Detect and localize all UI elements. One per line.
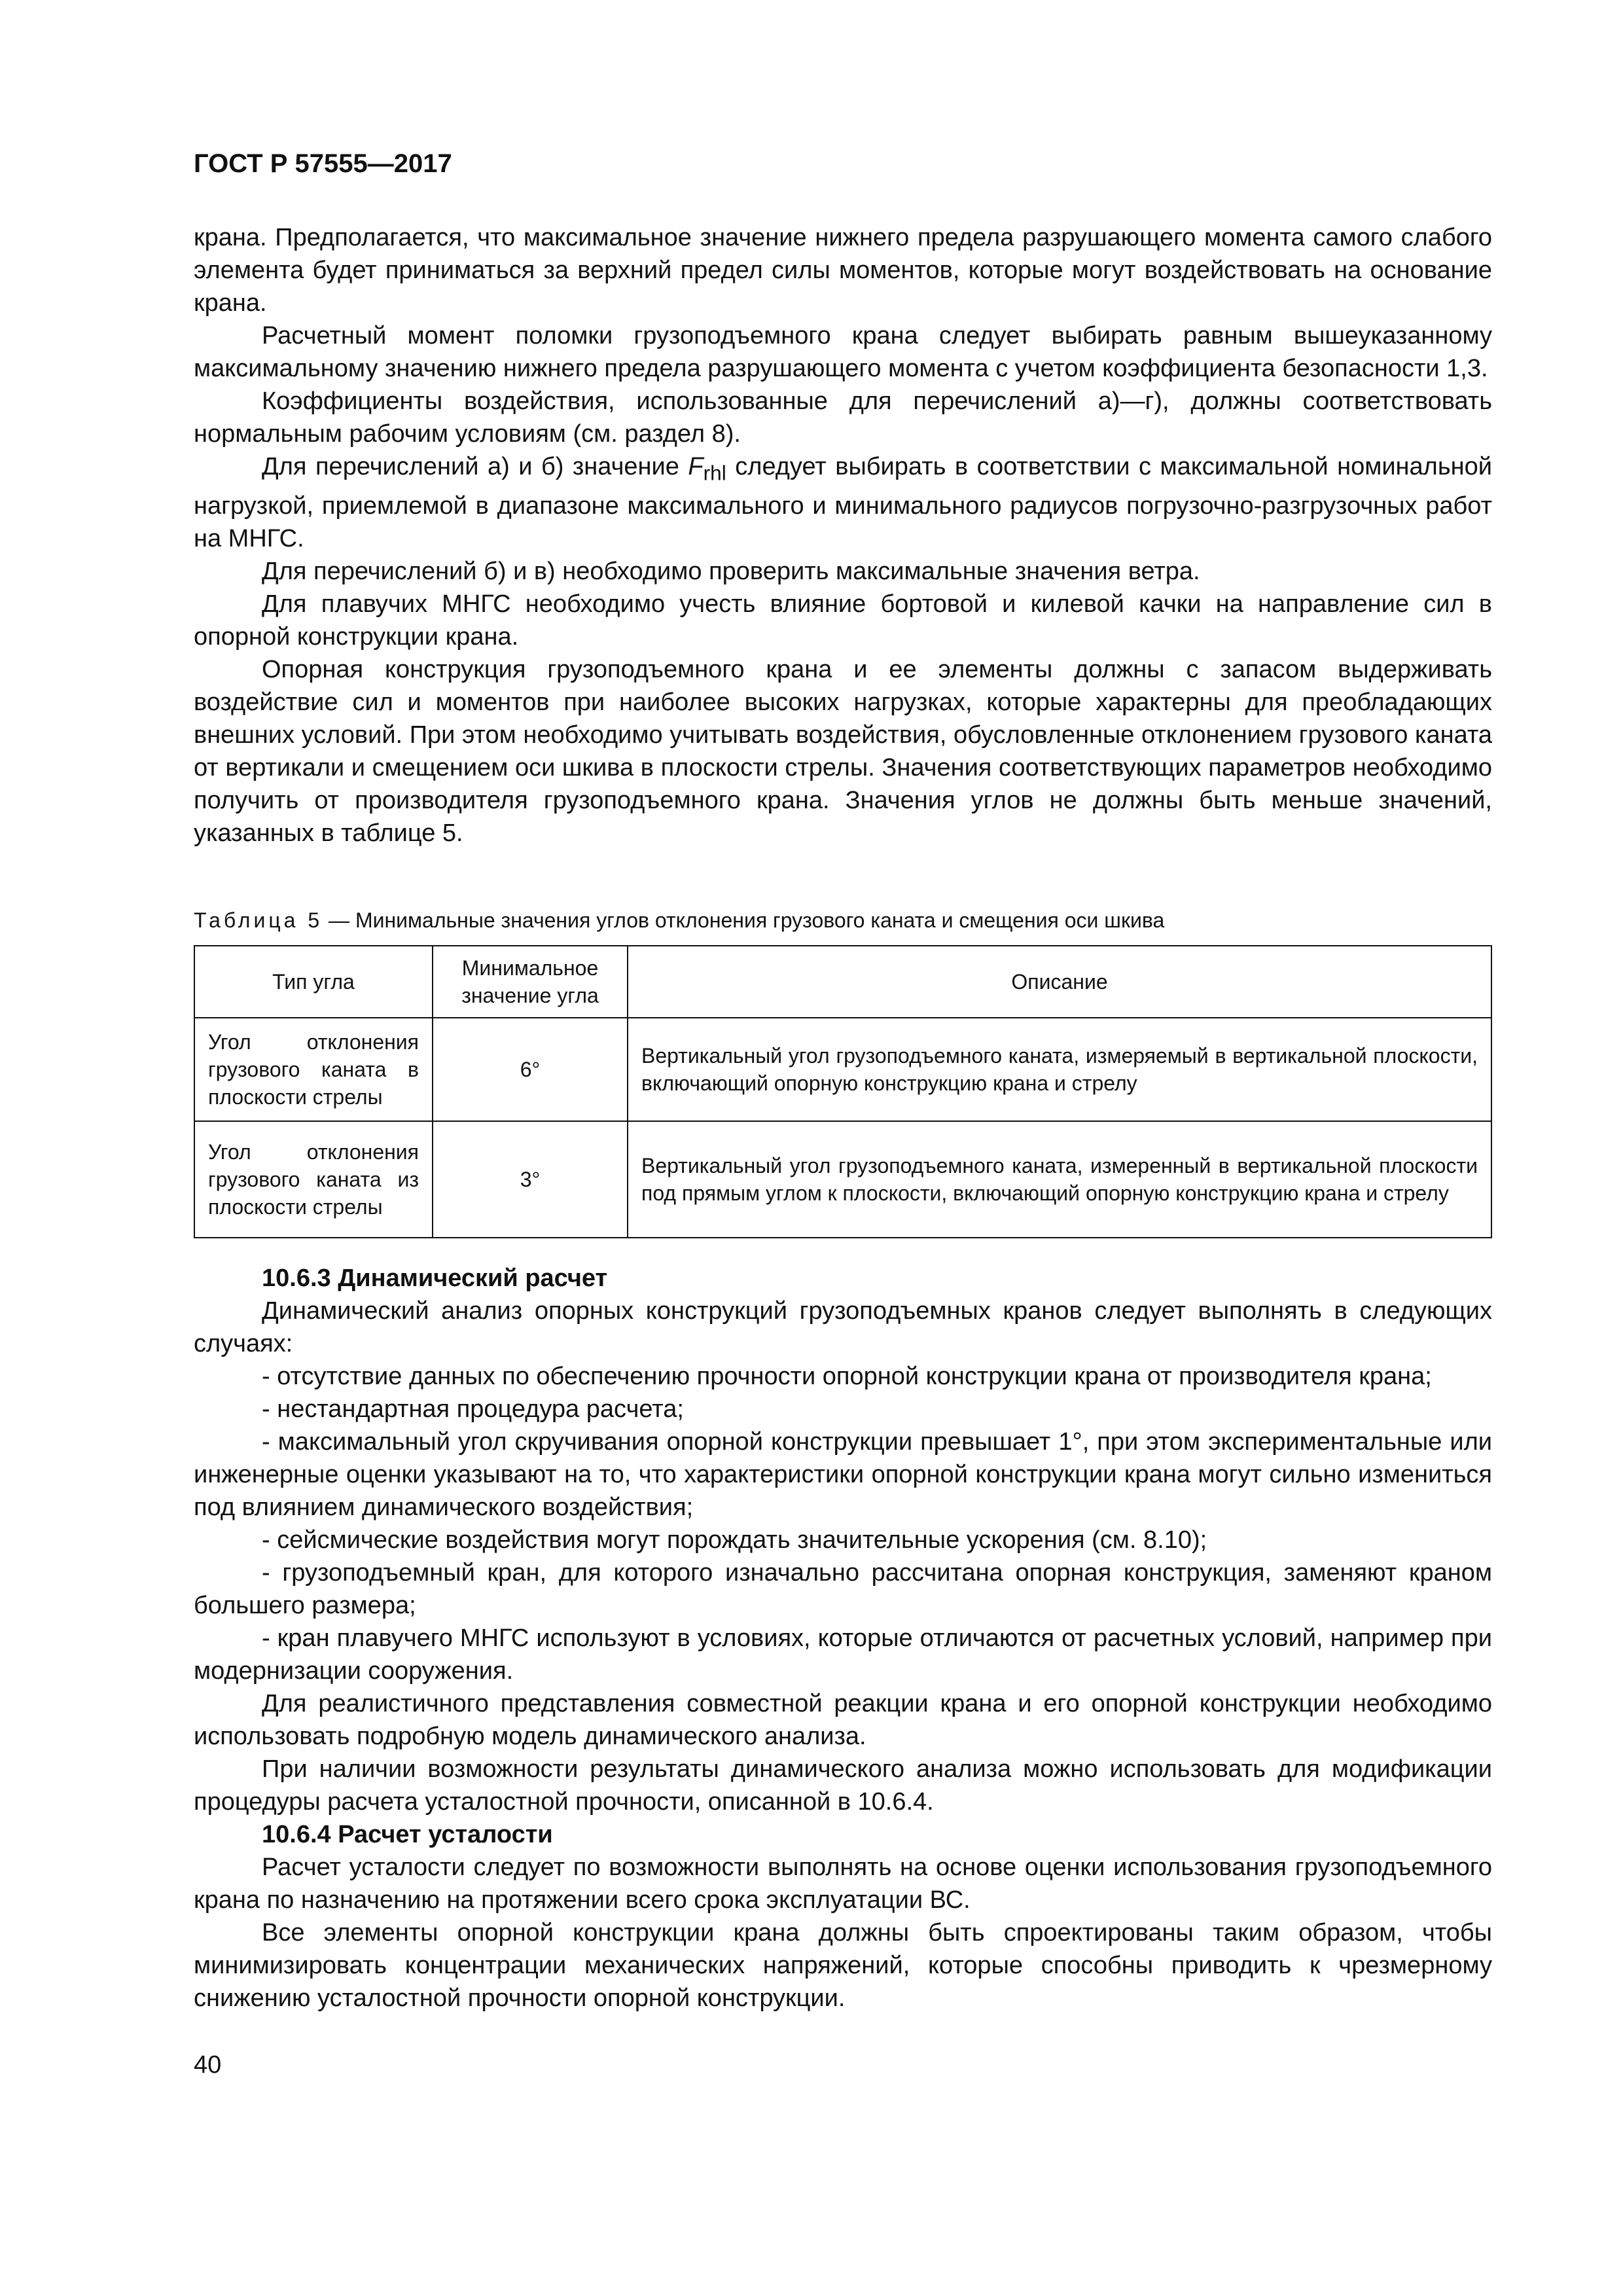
body-text-section-1	[194, 221, 1492, 850]
list-item: - кран плавучего МНГС используют в условиях, которые отличаются от расчетных условий, например при модернизации сооружения.	[194, 1624, 1492, 1685]
paragraph-coefficients: Коэффициенты воздействия, использованные для перечислений а)—г), должны соответствовать нормальным рабочим условиям (см. раздел 8).	[194, 387, 1492, 448]
frhl-text-before: Для перечислений а) и б) значение	[262, 453, 688, 480]
cell-angle-type: Угол отклонения грузового каната из плоскости стрелы	[194, 1121, 433, 1238]
paragraph-support-structure: Опорная конструкция грузоподъемного крана и ее элементы должны с запасом выдерживать воздействие сил и моментов при наиболее высоких нагрузках, которые характерны для преобладающих внешних условий. При этом необходимо учитывать воздействия, обусловленные отклонением грузового каната от вертикали и смещением оси шкива в плоскости стрелы. Значения соответствующих параметров необходимо получить от производителя грузоподъемного крана. Значения углов не должны быть меньше значений, указанных в таблице 5.	[194, 655, 1492, 847]
table-caption-text: — Минимальные значения углов отклонения грузового каната и смещения оси шкива	[323, 908, 1165, 932]
paragraph-floating: Для плавучих МНГС необходимо учесть влияние бортовой и килевой качки на направление сил в опорной конструкции крана.	[194, 590, 1492, 651]
paragraph-fatigue-2: Все элементы опорной конструкции крана должны быть спроектированы таким образом, чтобы минимизировать концентрации механических напряжений, которые способны приводить к чрезмерному снижению усталостной прочности опорной конструкции.	[194, 1919, 1492, 2012]
body-text-section-2	[194, 1262, 1492, 2015]
cell-description: Вертикальный угол грузоподъемного каната, измеряемый в вертикальной плоскости, включающий опорную конструкцию крана и стрелу	[628, 1018, 1491, 1121]
frhl-text-after: следует выбирать в соответствии с максимальной номинальной нагрузкой, приемлемой в диапазоне максимального и минимального радиусов погрузочно-разгрузочных работ на МНГС.	[194, 453, 1492, 552]
paragraph-frhl	[194, 450, 1492, 555]
table-row	[194, 1121, 1491, 1238]
paragraph-realistic-model: Для реалистичного представления совместной реакции крана и его опорной конструкции необходимо использовать подробную модель динамического анализа.	[194, 1690, 1492, 1750]
header-description: Описание	[628, 946, 1491, 1018]
cell-min-value: 6°	[433, 1018, 628, 1121]
header-min-value: Минимальное значение угла	[433, 946, 628, 1018]
heading-dynamic-calculation: 10.6.3 Динамический расчет	[262, 1265, 608, 1292]
cell-min-value: 3°	[433, 1121, 628, 1238]
table-row	[194, 1018, 1491, 1121]
heading-fatigue-calculation: 10.6.4 Расчет усталости	[262, 1821, 553, 1848]
table-header-row	[194, 946, 1491, 1018]
frhl-symbol: F	[688, 453, 704, 480]
table-caption-label: Таблица 5	[194, 908, 323, 932]
list-item: - грузоподъемный кран, для которого изначально рассчитана опорная конструкция, заменяют краном большего размера;	[194, 1559, 1492, 1619]
list-item: - максимальный угол скручивания опорной конструкции превышает 1°, при этом экспериментальные или инженерные оценки указывают на то, что характеристики опорной конструкции крана могут сильно измениться под влиянием динамического воздействия;	[194, 1428, 1492, 1521]
header-angle-type: Тип угла	[194, 946, 433, 1018]
document-page	[194, 0, 1492, 2296]
paragraph-design-moment: Расчетный момент поломки грузоподъемного крана следует выбирать равным вышеуказанному максимальному значению нижнего предела разрушающего момента с учетом коэффициента безопасности 1,3.	[194, 322, 1492, 382]
list-item: - нестандартная процедура расчета;	[262, 1395, 684, 1423]
page-number: 40	[194, 2051, 222, 2079]
angles-table	[194, 945, 1492, 1238]
paragraph-continuation: крана. Предполагается, что максимальное значение нижнего предела разрушающего момента самого слабого элемента будет приниматься за верхний предел силы моментов, которые могут воздействовать на основание крана.	[194, 224, 1492, 317]
list-item: - отсутствие данных по обеспечению прочности опорной конструкции крана от производителя крана;	[262, 1363, 1432, 1390]
paragraph-fatigue-1: Расчет усталости следует по возможности выполнять на основе оценки использования грузоподъемного крана по назначению на протяжении всего срока эксплуатации ВС.	[194, 1854, 1492, 1914]
paragraph-dynamic-results: При наличии возможности результаты динамического анализа можно использовать для модификации процедуры расчета усталостной прочности, описанной в 10.6.4.	[194, 1755, 1492, 1816]
frhl-subscript: rhl	[703, 461, 726, 485]
paragraph-wind: Для перечислений б) и в) необходимо проверить максимальные значения ветра.	[262, 557, 1200, 585]
table-caption	[194, 906, 1492, 935]
paragraph-dynamic-intro: Динамический анализ опорных конструкций грузоподъемных кранов следует выполнять в следующих случаях:	[194, 1297, 1492, 1357]
document-header: ГОСТ Р 57555—2017	[194, 149, 452, 178]
cell-angle-type: Угол отклонения грузового каната в плоскости стрелы	[194, 1018, 433, 1121]
cell-description: Вертикальный угол грузоподъемного каната, измеренный в вертикальной плоскости под прямым углом к плоскости, включающий опорную конструкцию крана и стрелу	[628, 1121, 1491, 1238]
list-item: - сейсмические воздействия могут порождать значительные ускорения (см. 8.10);	[262, 1526, 1207, 1554]
